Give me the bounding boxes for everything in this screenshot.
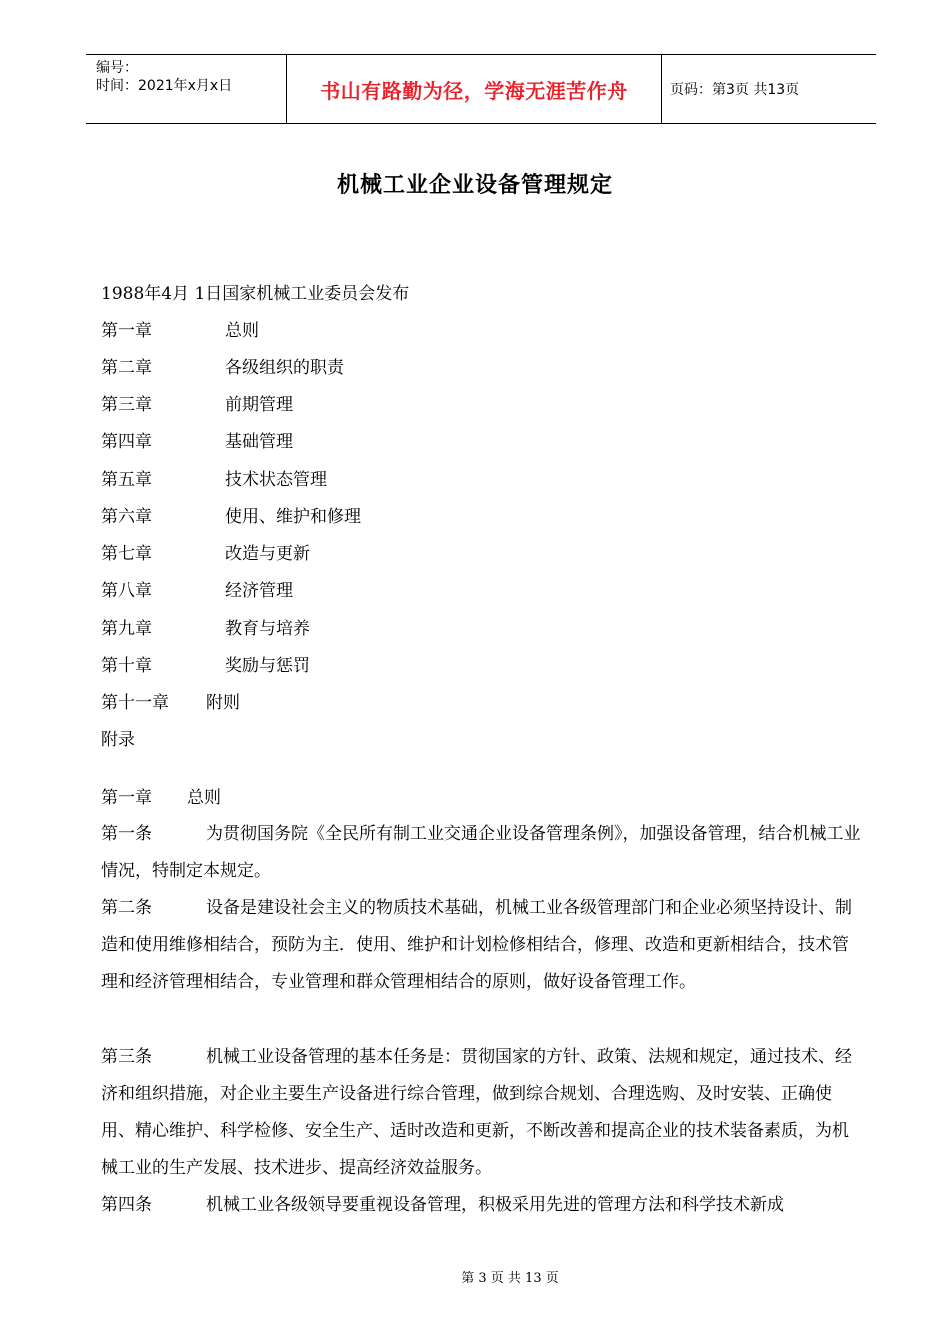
- header-motto-cell: [286, 55, 662, 123]
- toc-item: 第三章 前期管理: [101, 395, 293, 415]
- document-title: 机械工业企业设备管理规定: [336, 173, 613, 198]
- header-left-cell: [86, 55, 286, 123]
- appendix: 附录: [101, 730, 135, 750]
- page-footer: 第 3 页 共 13 页: [461, 1271, 559, 1286]
- toc-item: 第七章 改造与更新: [101, 544, 310, 564]
- article-paragraph: 第四条 机械工业各级领导要重视设备管理，积极采用先进的管理方法和科学技术新成: [101, 1195, 784, 1215]
- toc-item: 第四章 基础管理: [101, 432, 293, 452]
- motto: 书山有路勤为径，学海无涯苦作舟: [320, 78, 628, 103]
- toc-item: 第二章 各级组织的职责: [101, 358, 344, 378]
- toc-item: 第十章 奖励与惩罚: [101, 656, 310, 676]
- toc-item: 第六章 使用、维护和修理: [101, 507, 361, 527]
- article-paragraph: 第二条 设备是建设社会主义的物质技术基础，机械工业各级管理部门和企业必须坚持设计、制造和使用维修相结合，预防为主．使用、维护和计划检修相结合，修理、改造和更新相结合，技术管理和经济管理相结合，专业管理和群众管理相结合的原则，做好设备管理工作。: [101, 898, 852, 992]
- time-label: 时间：2021年x月x日: [96, 78, 233, 94]
- toc-item: 第八章 经济管理: [101, 581, 293, 601]
- article-paragraph: 第三条 机械工业设备管理的基本任务是：贯彻国家的方针、政策、法规和规定，通过技术、经济和组织措施，对企业主要生产设备进行综合管理，做到综合规划、合理选购、及时安装、正确使用、精心维护、科学检修、安全生产、适时改造和更新，不断改善和提高企业的技术装备素质，为机械工业的生产发展、技术进步、提高经济效益服务。: [101, 1047, 852, 1178]
- toc-item: 第九章 教育与培养: [101, 619, 310, 639]
- toc-item: 第五章 技术状态管理: [101, 470, 327, 490]
- chapter-heading: 第一章 总则: [101, 788, 221, 808]
- page-info: 页码：第3页 共13页: [670, 82, 800, 98]
- header-right-cell: [661, 55, 876, 123]
- toc-item: 第十一章 附则: [101, 693, 240, 713]
- toc-item: 第一章 总则: [101, 321, 259, 341]
- issue-line: 1988年4月 1日国家机械工业委员会发布: [101, 284, 410, 304]
- number-label: 编号：: [96, 60, 138, 76]
- page-header: [86, 54, 876, 124]
- article-paragraph: 第一条 为贯彻国务院《全民所有制工业交通企业设备管理条例》，加强设备管理，结合机械工业情况，特制定本规定。: [101, 824, 861, 881]
